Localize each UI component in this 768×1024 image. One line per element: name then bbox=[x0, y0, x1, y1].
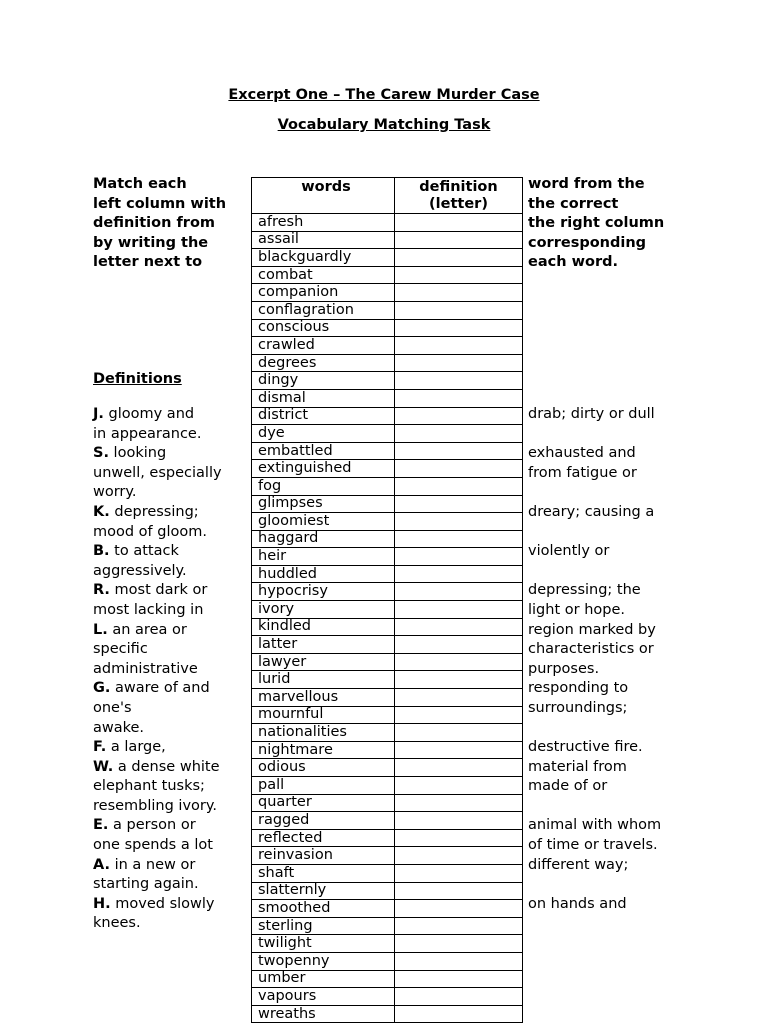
instruction-line: the correct bbox=[528, 195, 619, 212]
definition-letter: R. bbox=[93, 582, 110, 599]
definition-letter-cell[interactable] bbox=[395, 266, 523, 284]
instruction-line: word from the bbox=[528, 176, 645, 192]
definition-line: dreary; causing a bbox=[528, 503, 655, 520]
definition-letter-cell[interactable] bbox=[395, 988, 523, 1006]
table-row bbox=[252, 812, 523, 830]
definition-line: made of or bbox=[528, 778, 608, 795]
word-cell: reflected bbox=[252, 829, 395, 847]
definition-text: looking bbox=[108, 445, 167, 462]
definition-letter: H. bbox=[93, 895, 111, 912]
definition-letter-cell[interactable] bbox=[395, 671, 523, 689]
definition-line bbox=[93, 581, 248, 601]
instructions-left bbox=[93, 175, 248, 273]
instruction-line: each word. bbox=[528, 254, 618, 270]
table-row bbox=[252, 266, 523, 284]
definition-text: to attack bbox=[109, 543, 179, 560]
word-cell: slatternly bbox=[252, 882, 395, 900]
definition-text: unwell, especially bbox=[93, 464, 222, 481]
table-row bbox=[252, 337, 523, 355]
definition-text: one's bbox=[93, 699, 132, 716]
definition-line: on hands and bbox=[528, 895, 627, 912]
definition-line: surroundings; bbox=[528, 699, 628, 716]
table-row bbox=[252, 513, 523, 531]
word-cell: district bbox=[252, 407, 395, 425]
table-row bbox=[252, 372, 523, 390]
definition-text: depressing; bbox=[109, 503, 199, 520]
word-cell: assail bbox=[252, 231, 395, 249]
definition-line bbox=[93, 758, 248, 778]
definition-letter-cell[interactable] bbox=[395, 970, 523, 988]
definition-line bbox=[528, 562, 728, 582]
definition-line bbox=[93, 777, 248, 797]
definition-line bbox=[93, 836, 248, 856]
definition-line: different way; bbox=[528, 856, 629, 873]
definition-line bbox=[528, 719, 728, 739]
definition-letter-cell[interactable] bbox=[395, 337, 523, 355]
definition-line bbox=[93, 405, 248, 425]
definition-letter: W. bbox=[93, 758, 114, 775]
word-cell: hypocrisy bbox=[252, 583, 395, 601]
definition-letter-cell[interactable] bbox=[395, 513, 523, 531]
word-cell: sterling bbox=[252, 917, 395, 935]
definition-line bbox=[93, 542, 248, 562]
definition-letter-cell[interactable] bbox=[395, 917, 523, 935]
definition-letter-cell[interactable] bbox=[395, 653, 523, 671]
definition-letter-cell[interactable] bbox=[395, 812, 523, 830]
definition-text: in a new or bbox=[110, 856, 196, 873]
definition-text: a dense white bbox=[113, 758, 220, 775]
table-row bbox=[252, 794, 523, 812]
word-cell: ivory bbox=[252, 601, 395, 619]
word-cell: combat bbox=[252, 266, 395, 284]
header-definition bbox=[395, 178, 523, 214]
table-row bbox=[252, 389, 523, 407]
word-cell: haggard bbox=[252, 530, 395, 548]
word-cell: dye bbox=[252, 425, 395, 443]
word-cell: afresh bbox=[252, 214, 395, 232]
word-cell: nationalities bbox=[252, 724, 395, 742]
table-row bbox=[252, 407, 523, 425]
table-row bbox=[252, 231, 523, 249]
definition-text: most dark or bbox=[109, 582, 208, 599]
definition-line: from fatigue or bbox=[528, 464, 637, 481]
definition-line: responding to bbox=[528, 680, 629, 697]
table-row bbox=[252, 777, 523, 795]
word-cell: quarter bbox=[252, 794, 395, 812]
table-row bbox=[252, 618, 523, 636]
definition-letter-cell[interactable] bbox=[395, 882, 523, 900]
definition-line bbox=[93, 601, 248, 621]
definition-letter-cell[interactable] bbox=[395, 249, 523, 267]
table-row bbox=[252, 319, 523, 337]
definition-text: one spends a lot bbox=[93, 837, 213, 854]
word-cell: pall bbox=[252, 777, 395, 795]
definition-line bbox=[93, 523, 248, 543]
table-row bbox=[252, 636, 523, 654]
definition-text: in appearance. bbox=[93, 425, 202, 442]
word-cell: kindled bbox=[252, 618, 395, 636]
definition-line bbox=[93, 444, 248, 464]
table-row bbox=[252, 671, 523, 689]
definition-letter-cell[interactable] bbox=[395, 530, 523, 548]
definition-line: of time or travels. bbox=[528, 837, 658, 854]
definition-line bbox=[528, 523, 728, 543]
table-row bbox=[252, 548, 523, 566]
table-row bbox=[252, 829, 523, 847]
table-row bbox=[252, 284, 523, 302]
table-row bbox=[252, 1005, 523, 1023]
definition-text: moved slowly bbox=[110, 895, 215, 912]
definition-line: depressing; the bbox=[528, 582, 641, 599]
definition-letter-cell[interactable] bbox=[395, 952, 523, 970]
table-row bbox=[252, 301, 523, 319]
instructions-right bbox=[528, 175, 728, 273]
definition-letter-cell[interactable] bbox=[395, 284, 523, 302]
word-cell: degrees bbox=[252, 354, 395, 372]
word-cell: crawled bbox=[252, 337, 395, 355]
definition-letter: A. bbox=[93, 856, 110, 873]
definition-line bbox=[93, 875, 248, 895]
word-cell: dingy bbox=[252, 372, 395, 390]
definition-letter-cell[interactable] bbox=[395, 477, 523, 495]
definition-letter-cell[interactable] bbox=[395, 214, 523, 232]
word-cell: blackguardly bbox=[252, 249, 395, 267]
definition-line bbox=[93, 464, 248, 484]
word-cell: conscious bbox=[252, 319, 395, 337]
word-cell: lawyer bbox=[252, 653, 395, 671]
definition-line: purposes. bbox=[528, 660, 600, 677]
definition-letter-cell[interactable] bbox=[395, 231, 523, 249]
word-cell: extinguished bbox=[252, 460, 395, 478]
definition-text: aggressively. bbox=[93, 562, 187, 579]
table-row bbox=[252, 988, 523, 1006]
instruction-line: by writing the bbox=[93, 234, 209, 251]
table-row bbox=[252, 741, 523, 759]
definition-line bbox=[93, 738, 248, 758]
definition-letter-cell[interactable] bbox=[395, 900, 523, 918]
word-cell: twilight bbox=[252, 935, 395, 953]
definition-letter-cell[interactable] bbox=[395, 442, 523, 460]
table-row bbox=[252, 724, 523, 742]
definition-letter-cell[interactable] bbox=[395, 741, 523, 759]
definition-letter-cell[interactable] bbox=[395, 495, 523, 513]
definition-text: knees. bbox=[93, 915, 141, 932]
header-definition-text: definition (letter) bbox=[419, 179, 498, 212]
table-row bbox=[252, 354, 523, 372]
word-cell: gloomiest bbox=[252, 513, 395, 531]
word-cell: huddled bbox=[252, 565, 395, 583]
table-row bbox=[252, 583, 523, 601]
definition-line bbox=[93, 562, 248, 582]
table-row bbox=[252, 935, 523, 953]
definition-text: administrative bbox=[93, 660, 198, 677]
word-cell: glimpses bbox=[252, 495, 395, 513]
table-row bbox=[252, 653, 523, 671]
definition-letter-cell[interactable] bbox=[395, 548, 523, 566]
definition-line bbox=[528, 483, 728, 503]
definition-letter-cell[interactable] bbox=[395, 759, 523, 777]
table-row bbox=[252, 689, 523, 707]
instruction-line: corresponding bbox=[528, 234, 647, 251]
definitions-left-column bbox=[93, 405, 248, 934]
definition-line bbox=[93, 503, 248, 523]
word-cell: dismal bbox=[252, 389, 395, 407]
definition-letter: G. bbox=[93, 680, 111, 697]
definition-text: worry. bbox=[93, 484, 137, 501]
definition-line: destructive fire. bbox=[528, 739, 643, 756]
definition-text: awake. bbox=[93, 719, 145, 736]
definition-text: a person or bbox=[108, 817, 196, 834]
definition-letter-cell[interactable] bbox=[395, 407, 523, 425]
definition-line bbox=[93, 895, 248, 915]
word-cell: heir bbox=[252, 548, 395, 566]
definition-line bbox=[528, 425, 728, 445]
definition-line bbox=[93, 797, 248, 817]
definitions-heading: Definitions bbox=[93, 371, 182, 387]
table-row bbox=[252, 900, 523, 918]
word-cell: lurid bbox=[252, 671, 395, 689]
instruction-line: letter next to bbox=[93, 254, 203, 270]
word-cell: reinvasion bbox=[252, 847, 395, 865]
definition-line: exhausted and bbox=[528, 445, 636, 462]
definition-text: specific bbox=[93, 641, 148, 658]
word-cell: smoothed bbox=[252, 900, 395, 918]
header-words: words bbox=[252, 178, 395, 214]
definition-letter-cell[interactable] bbox=[395, 935, 523, 953]
table-row bbox=[252, 847, 523, 865]
definition-text: a large, bbox=[106, 739, 166, 756]
definition-text: an area or bbox=[107, 621, 187, 638]
word-cell: conflagration bbox=[252, 301, 395, 319]
table-row bbox=[252, 565, 523, 583]
definition-letter-cell[interactable] bbox=[395, 565, 523, 583]
definition-line: light or hope. bbox=[528, 601, 625, 618]
word-cell: fog bbox=[252, 477, 395, 495]
table-row bbox=[252, 882, 523, 900]
definition-line bbox=[93, 660, 248, 680]
definition-letter-cell[interactable] bbox=[395, 864, 523, 882]
definition-line: violently or bbox=[528, 543, 610, 560]
instruction-line: left column with bbox=[93, 195, 227, 212]
definition-line bbox=[93, 640, 248, 660]
table-header-row bbox=[252, 178, 523, 214]
table-row bbox=[252, 249, 523, 267]
definition-text: elephant tusks; bbox=[93, 778, 205, 795]
definition-line bbox=[93, 719, 248, 739]
definition-line: material from bbox=[528, 758, 627, 775]
definition-letter: J. bbox=[93, 406, 104, 422]
definition-letter-cell[interactable] bbox=[395, 319, 523, 337]
table-row bbox=[252, 601, 523, 619]
definition-letter-cell[interactable] bbox=[395, 724, 523, 742]
table-row bbox=[252, 864, 523, 882]
definition-line bbox=[93, 914, 248, 934]
table-row bbox=[252, 495, 523, 513]
table-row bbox=[252, 214, 523, 232]
definition-text: gloomy and bbox=[103, 406, 195, 422]
definition-line bbox=[93, 816, 248, 836]
definition-letter: B. bbox=[93, 543, 110, 560]
definition-line bbox=[93, 856, 248, 876]
word-cell: wreaths bbox=[252, 1005, 395, 1023]
definitions-right-column bbox=[528, 405, 728, 934]
definition-line bbox=[93, 621, 248, 641]
word-cell: latter bbox=[252, 636, 395, 654]
definition-line bbox=[93, 483, 248, 503]
definition-letter: L. bbox=[93, 621, 108, 638]
definition-letter-cell[interactable] bbox=[395, 636, 523, 654]
table-row bbox=[252, 952, 523, 970]
definition-line bbox=[93, 679, 248, 699]
definition-letter-cell[interactable] bbox=[395, 372, 523, 390]
definition-letter: K. bbox=[93, 503, 110, 520]
definition-letter-cell[interactable] bbox=[395, 460, 523, 478]
definition-line bbox=[93, 699, 248, 719]
word-cell: nightmare bbox=[252, 741, 395, 759]
definition-line bbox=[528, 875, 728, 895]
definition-letter: E. bbox=[93, 817, 109, 834]
word-cell: odious bbox=[252, 759, 395, 777]
table-row bbox=[252, 460, 523, 478]
definition-text: most lacking in bbox=[93, 601, 204, 618]
table-row bbox=[252, 970, 523, 988]
table-row bbox=[252, 759, 523, 777]
table-row bbox=[252, 477, 523, 495]
vocabulary-table bbox=[251, 177, 523, 1023]
definition-letter-cell[interactable] bbox=[395, 829, 523, 847]
word-cell: marvellous bbox=[252, 689, 395, 707]
definition-line bbox=[93, 425, 248, 445]
definition-text: starting again. bbox=[93, 876, 199, 893]
definition-line: drab; dirty or dull bbox=[528, 406, 655, 422]
definition-letter-cell[interactable] bbox=[395, 706, 523, 724]
definition-letter-cell[interactable] bbox=[395, 777, 523, 795]
table-row bbox=[252, 706, 523, 724]
definition-letter-cell[interactable] bbox=[395, 583, 523, 601]
definition-letter-cell[interactable] bbox=[395, 601, 523, 619]
definition-letter-cell[interactable] bbox=[395, 301, 523, 319]
document-title: Excerpt One – The Carew Murder Case bbox=[228, 87, 540, 103]
document-subtitle: Vocabulary Matching Task bbox=[277, 117, 491, 133]
definition-line: animal with whom bbox=[528, 817, 662, 834]
instruction-line: definition from bbox=[93, 215, 216, 231]
definition-line: region marked by bbox=[528, 621, 656, 638]
definition-text: mood of gloom. bbox=[93, 523, 207, 540]
word-cell: companion bbox=[252, 284, 395, 302]
word-cell: shaft bbox=[252, 864, 395, 882]
definition-letter-cell[interactable] bbox=[395, 389, 523, 407]
instruction-line: the right column bbox=[528, 215, 665, 231]
table-row bbox=[252, 917, 523, 935]
word-cell: vapours bbox=[252, 988, 395, 1006]
table-row bbox=[252, 425, 523, 443]
definition-letter-cell[interactable] bbox=[395, 847, 523, 865]
word-cell: twopenny bbox=[252, 952, 395, 970]
definition-letter-cell[interactable] bbox=[395, 689, 523, 707]
word-cell: ragged bbox=[252, 812, 395, 830]
definition-letter-cell[interactable] bbox=[395, 1005, 523, 1023]
definition-letter-cell[interactable] bbox=[395, 794, 523, 812]
definition-letter-cell[interactable] bbox=[395, 618, 523, 636]
table-row bbox=[252, 530, 523, 548]
table-row bbox=[252, 442, 523, 460]
definition-line bbox=[528, 914, 728, 934]
definition-line: characteristics or bbox=[528, 641, 654, 658]
word-cell: umber bbox=[252, 970, 395, 988]
definition-text: resembling ivory. bbox=[93, 797, 217, 814]
definition-letter-cell[interactable] bbox=[395, 425, 523, 443]
definition-letter: F. bbox=[93, 739, 107, 756]
word-cell: mournful bbox=[252, 706, 395, 724]
definition-letter: S. bbox=[93, 445, 109, 462]
definition-letter-cell[interactable] bbox=[395, 354, 523, 372]
instruction-line: Match each bbox=[93, 176, 187, 192]
definition-line bbox=[528, 797, 728, 817]
definition-text: aware of and bbox=[110, 680, 210, 697]
word-cell: embattled bbox=[252, 442, 395, 460]
